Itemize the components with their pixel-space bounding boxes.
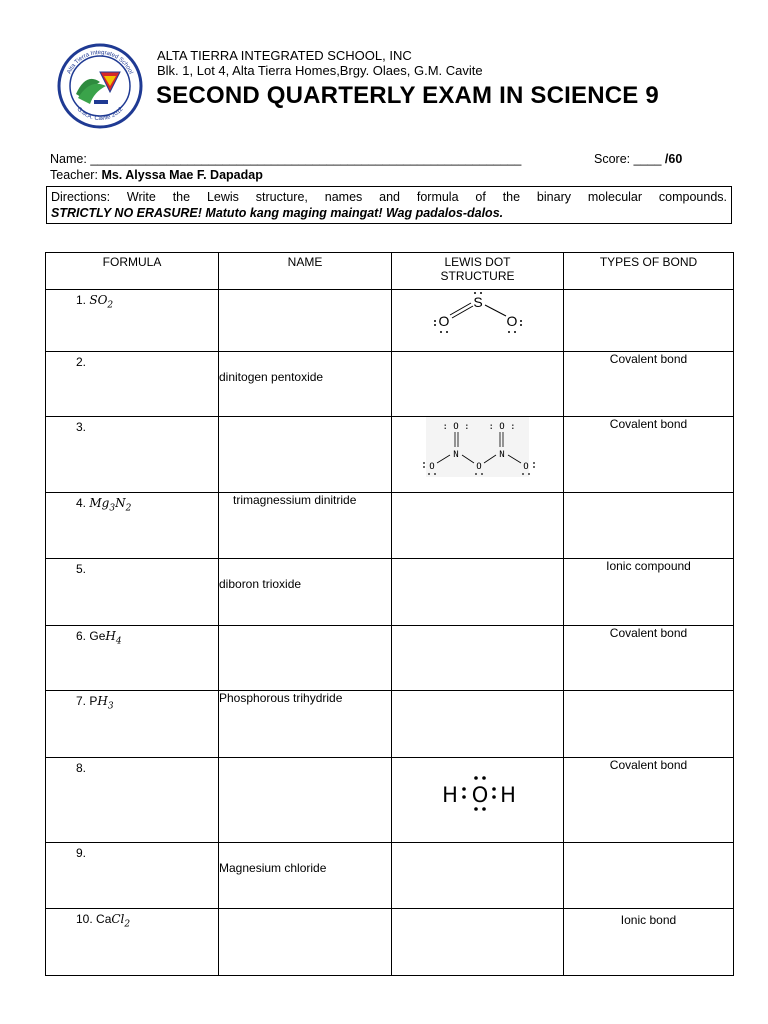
formula-cell[interactable] — [46, 843, 219, 909]
table-row — [46, 493, 734, 559]
bond-cell[interactable] — [564, 843, 734, 909]
name-cell[interactable] — [219, 626, 392, 691]
lewis-cell[interactable] — [392, 493, 564, 559]
lewis-cell[interactable] — [392, 909, 564, 976]
table-row — [46, 352, 734, 417]
atom-o: O — [471, 783, 489, 807]
row-number: 9. — [76, 846, 87, 860]
lewis-cell[interactable] — [392, 290, 564, 352]
school-info — [157, 48, 483, 78]
formula-cell[interactable] — [46, 417, 219, 493]
header-formula: FORMULA — [46, 253, 219, 290]
directions-warning: STRICTLY NO ERASURE! Matuto kang maging maingat! Wag padalos-dalos. — [51, 206, 504, 220]
formula-cell[interactable] — [46, 758, 219, 843]
name-cell[interactable]: dinitogen pentoxide — [219, 352, 392, 417]
name-field-row[interactable] — [50, 152, 521, 166]
table-row — [46, 559, 734, 626]
exam-table — [45, 252, 734, 976]
atom-o-left: O — [429, 462, 435, 472]
row-number: 7. — [76, 694, 87, 708]
formula-cell[interactable] — [46, 290, 219, 352]
row-number: 3. — [76, 420, 87, 434]
bond-cell[interactable] — [564, 290, 734, 352]
atom-n-right: N — [499, 450, 505, 460]
atom-o-right: O — [523, 462, 529, 472]
bond-cell[interactable]: Ionic bond — [564, 909, 734, 976]
formula-cell[interactable] — [46, 352, 219, 417]
name-cell[interactable] — [219, 290, 392, 352]
bond-cell[interactable] — [564, 493, 734, 559]
row-number: 8. — [76, 761, 87, 775]
header-bond: TYPES OF BOND — [564, 253, 734, 290]
atom-h-left: H — [442, 783, 458, 807]
atom-n-left: N — [453, 450, 459, 460]
formula-cell[interactable] — [46, 559, 219, 626]
school-logo — [56, 42, 144, 130]
header-lewis — [392, 253, 564, 290]
lewis-cell[interactable] — [392, 352, 564, 417]
lewis-cell[interactable] — [392, 843, 564, 909]
name-cell[interactable]: trimagnessium dinitride — [219, 493, 392, 559]
name-cell[interactable] — [219, 417, 392, 493]
atom-o-right: O — [506, 313, 518, 329]
table-header-row — [46, 253, 734, 290]
name-label: Name: — [50, 152, 87, 166]
row-number: 6. — [76, 629, 87, 643]
school-name: ALTA TIERRA INTEGRATED SCHOOL, INC — [157, 48, 412, 63]
lewis-cell[interactable] — [392, 691, 564, 758]
lewis-cell[interactable] — [392, 626, 564, 691]
bond-cell[interactable]: Covalent bond — [564, 417, 734, 493]
name-blank[interactable]: ______________________________________________________________ — [90, 152, 522, 166]
atom-o-top-left: : O : — [442, 422, 470, 432]
bond-cell[interactable]: Covalent bond — [564, 626, 734, 691]
header-lewis-line1: LEWIS DOT — [444, 255, 511, 269]
name-cell[interactable]: Phosphorous trihydride — [219, 691, 392, 758]
school-address: Blk. 1, Lot 4, Alta Tierra Homes,Brgy. Olaes, G.M. Cavite — [157, 63, 483, 78]
name-cell[interactable] — [219, 909, 392, 976]
formula: $PH_3$ — [89, 694, 114, 712]
table-row — [46, 626, 734, 691]
logo-text-bottom: G.M.A. Cavite 2012 — [75, 106, 125, 123]
directions-text: Directions: Write the Lewis structure, names and formula of the binary molecular compounds. — [51, 190, 727, 204]
atom-o-bridge: O — [476, 462, 482, 472]
lewis-h2o-structure — [392, 758, 564, 838]
logo-text-top: Alta Tierra Integrated School — [66, 49, 134, 76]
score-field-row — [594, 152, 682, 166]
name-cell[interactable] — [219, 758, 392, 843]
formula: $Mg_3N_2$ — [89, 496, 132, 514]
lewis-cell[interactable] — [392, 559, 564, 626]
table-row — [46, 417, 734, 493]
formula-cell[interactable] — [46, 493, 219, 559]
bond-cell[interactable]: Covalent bond — [564, 758, 734, 843]
header-name: NAME — [219, 253, 392, 290]
bond-cell[interactable]: Ionic compound — [564, 559, 734, 626]
atom-o-left: O — [438, 313, 450, 329]
row-number: 5. — [76, 562, 87, 576]
row-number: 2. — [76, 355, 87, 369]
atom-s: S — [473, 294, 483, 310]
formula: $SO_2$ — [89, 293, 114, 311]
exam-title: SECOND QUARTERLY EXAM IN SCIENCE 9 — [156, 82, 659, 109]
bond-cell[interactable] — [564, 691, 734, 758]
directions-box — [46, 186, 732, 224]
formula-cell[interactable] — [46, 909, 219, 976]
atom-o-top-right: : O : — [488, 422, 516, 432]
atom-h-right: H — [500, 783, 516, 807]
formula: GeH$_4$ — [89, 629, 122, 647]
teacher-row — [50, 168, 263, 182]
formula-cell[interactable] — [46, 626, 219, 691]
table-row — [46, 691, 734, 758]
table-row — [46, 843, 734, 909]
header-lewis-line2: STRUCTURE — [440, 269, 515, 283]
row-number: 10. — [76, 912, 93, 926]
score-label: Score: — [594, 152, 631, 166]
name-cell[interactable]: Magnesium chloride — [219, 843, 392, 909]
score-total: /60 — [664, 152, 683, 166]
row-number: 4. — [76, 496, 87, 510]
lewis-cell[interactable] — [392, 758, 564, 843]
lewis-so2-structure — [392, 290, 564, 348]
table-row — [46, 909, 734, 976]
bond-cell[interactable]: Covalent bond — [564, 352, 734, 417]
table-row — [46, 290, 734, 352]
teacher-name: Ms. Alyssa Mae F. Dapadap — [101, 168, 263, 182]
lewis-n2o5-structure — [392, 417, 564, 483]
row-number: 1. — [76, 293, 87, 307]
formula: CaCl$_2$ — [96, 912, 131, 930]
table-row — [46, 758, 734, 843]
name-cell[interactable]: diboron trioxide — [219, 559, 392, 626]
lewis-cell[interactable] — [392, 417, 564, 493]
score-blank[interactable]: ____ — [633, 152, 662, 166]
teacher-label: Teacher: — [50, 168, 98, 182]
formula-cell[interactable] — [46, 691, 219, 758]
